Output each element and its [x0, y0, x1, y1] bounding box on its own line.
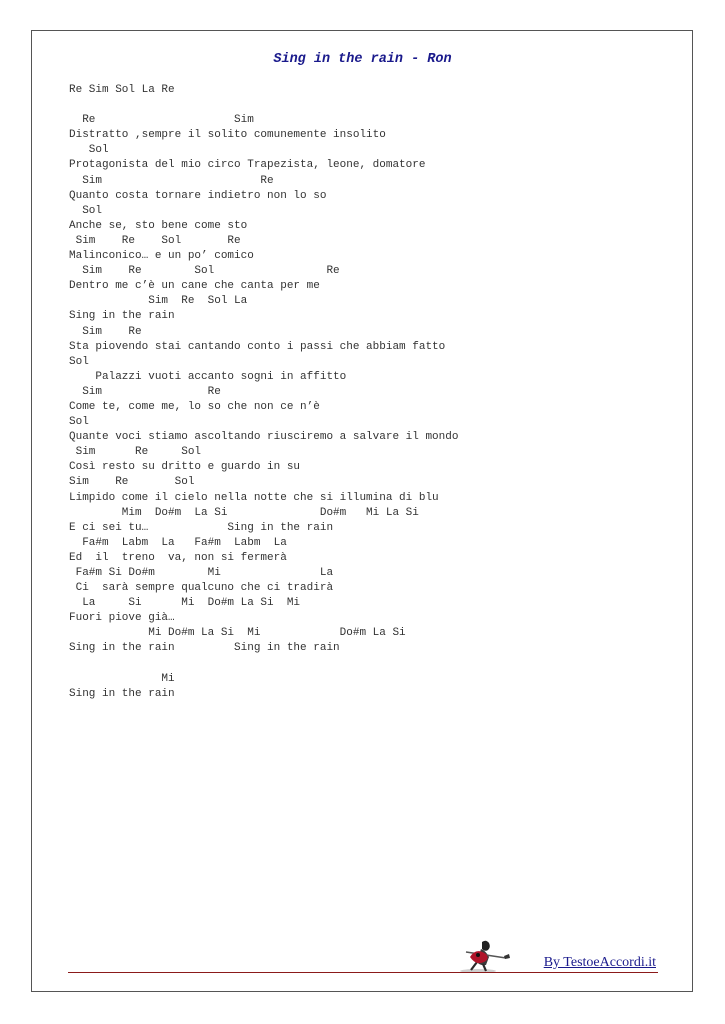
song-line: Sol — [69, 204, 103, 217]
song-line — [69, 657, 458, 672]
song-line: Sol — [69, 144, 109, 157]
song-body — [69, 83, 458, 702]
song-line: Sta piovendo stai cantando conto i passi che abbiam fatto — [69, 340, 446, 353]
song-line: Fa#m Labm La Fa#m Labm La — [69, 536, 287, 549]
song-line: Come te, come me, lo so che non ce n’è — [69, 400, 320, 413]
song-line: Sim Re Sol — [69, 446, 202, 459]
footer-brand-link[interactable]: By TestoeAccordi.it — [543, 955, 656, 970]
song-line: Sing in the rain — [69, 310, 175, 323]
song-line: Così resto su dritto e guardo in su — [69, 461, 301, 474]
song-line: Re Sim Sol La Re — [69, 84, 175, 96]
song-line: Sim Re Sol La — [69, 295, 248, 308]
song-line: Dentro me c’è un cane che canta per me — [69, 280, 320, 293]
song-line: Protagonista del mio circo Trapezista, leone, domatore — [69, 159, 426, 172]
song-line — [69, 98, 458, 113]
song-line: Mi — [69, 672, 175, 685]
song-line: Quante voci stiamo ascoltando riusciremo a salvare il mondo — [69, 431, 459, 444]
song-line: Distratto ,sempre il solito comunemente insolito — [69, 129, 386, 142]
song-line: La Si Mi Do#m La Si Mi — [69, 597, 301, 610]
song-line: Sol — [69, 416, 89, 429]
song-line: Limpido come il cielo nella notte che si illumina di blu — [69, 491, 439, 504]
song-line: Sol — [69, 355, 89, 368]
song-line: Fa#m Si Do#m Mi La — [69, 567, 334, 579]
guitarist-logo-icon — [458, 938, 512, 974]
song-line: Sing in the rain — [69, 687, 175, 700]
song-line: Sim Re Sol Re — [69, 265, 340, 278]
song-line: Mim Do#m La Si Do#m Mi La Si — [69, 506, 419, 519]
song-line: Palazzi vuoti accanto sogni in affitto — [69, 370, 347, 383]
song-line: Sing in the rain Sing in the rain — [69, 642, 340, 655]
footer-rule — [68, 972, 658, 973]
song-line: Sim Re — [69, 385, 221, 398]
song-line: Sim Re — [69, 174, 274, 187]
song-line: Sim Re — [69, 325, 142, 338]
song-line: Fuori piove già… — [69, 612, 175, 625]
song-line: Mi Do#m La Si Mi Do#m La Si — [69, 627, 406, 640]
song-line: Sim Re Sol Re — [69, 234, 241, 247]
song-title: Sing in the rain - Ron — [273, 52, 452, 67]
song-line: Ci sarà sempre qualcuno che ci tradirà — [69, 582, 334, 595]
song-line: Anche se, sto bene come sto — [69, 219, 248, 232]
song-line: Ed il treno va, non si fermerà — [69, 551, 287, 564]
song-line: Quanto costa tornare indietro non lo so — [69, 189, 327, 202]
song-line: Re Sim — [69, 114, 254, 127]
song-line: Malinconico… e un po’ comico — [69, 250, 254, 263]
song-line: E ci sei tu… Sing in the rain — [69, 521, 334, 534]
song-line: Sim Re Sol — [69, 476, 195, 489]
